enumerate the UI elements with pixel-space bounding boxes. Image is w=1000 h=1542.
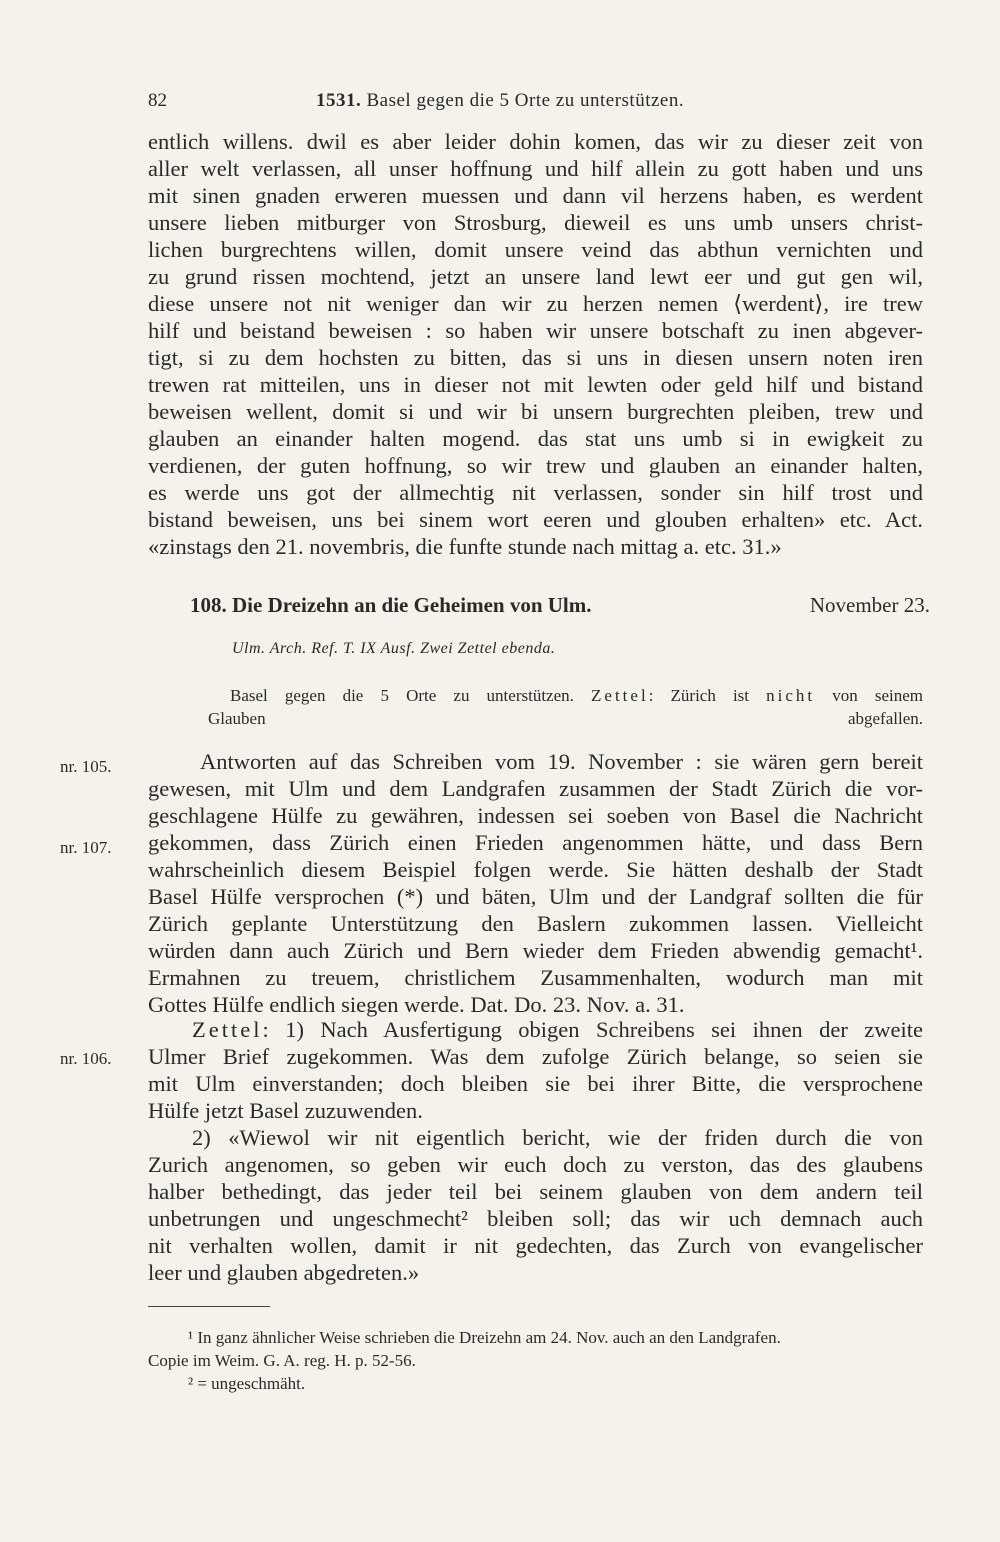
text-line: halber bethedingt, das jeder teil bei seinem glauben von dem andern teil xyxy=(148,1179,923,1204)
footnote-1: ¹ In ganz ähnlicher Weise schrieben die Dreizehn am 24. Nov. auch an den Landgrafen. xyxy=(188,1328,781,1347)
text-line: aller welt verlassen, all unser hoffnung und hilf allein zu gott haben und uns xyxy=(148,156,923,181)
zettel-paragraph xyxy=(148,1016,923,1124)
text-line: würden dann auch Zürich und Bern wieder dem Frieden abwendig gemacht¹. xyxy=(148,938,923,963)
zettel-label: Zettel xyxy=(591,686,649,705)
header-title: Basel gegen die 5 Orte zu unterstützen. xyxy=(366,90,685,111)
text-line: glauben an einander halten mogend. das stat uns umb si in ewigkeit zu xyxy=(148,426,923,451)
running-title xyxy=(316,90,684,112)
page-number: 82 xyxy=(148,90,167,111)
text-line: gekommen, dass Zürich einen Frieden angenommen hätte, und dass Bern xyxy=(148,830,923,855)
regest-emphasis: nicht xyxy=(766,686,816,705)
document-title: 108. Die Dreizehn an die Geheimen von Ulm. xyxy=(190,593,592,617)
text-line: Ermahnen zu treuem, christlichem Zusammenhalten, wodurch man mit xyxy=(148,965,923,990)
text-line: Ulmer Brief zugekommen. Was dem zufolge Zürich belange, so seien sie xyxy=(148,1044,923,1069)
text-line: nit verhalten wollen, damit ir nit gedechten, das Zurch von evangelischer xyxy=(148,1233,923,1258)
margin-reference: nr. 106. xyxy=(60,1049,112,1068)
footnote-1-continued: Copie im Weim. G. A. reg. H. p. 52-56. xyxy=(148,1351,416,1370)
text-line: mit Ulm einverstanden; doch bleiben sie bei ihrer Bitte, die versprochene xyxy=(148,1071,923,1096)
footnote-2: ² = ungeschmäht. xyxy=(188,1374,306,1393)
text-line: Zürich geplante Unterstützung den Baslern zukommen lassen. Vielleicht xyxy=(148,911,923,936)
regest-summary xyxy=(148,684,923,730)
text-line: trewen rat mitteilen, uns in dieser not mit lewten oder geld hilf und bistand xyxy=(148,372,923,397)
text-line: entlich willens. dwil es aber leider dohin komen, das wir zu dieser zeit von xyxy=(148,129,923,154)
text-line: unbetrungen und ungeschmecht² bleiben soll; das wir uch demnach auch xyxy=(148,1206,923,1231)
text-line: zu grund rissen mochtend, jetzt an unsere land lewt eer und gut gen wil, xyxy=(148,264,923,289)
footnotes xyxy=(148,1326,923,1395)
text-line: leer und glauben abgedreten.» xyxy=(148,1260,420,1285)
text-line: gewesen, mit Ulm und dem Landgrafen zusammen der Stadt Zürich die vor- xyxy=(148,776,923,801)
margin-reference: nr. 105. xyxy=(60,757,112,776)
text-line: Gottes Hülfe endlich siegen werde. Dat. Do. 23. Nov. a. 31. xyxy=(148,992,685,1017)
zettel-text: : 1) Nach Ausfertigung obigen Schreibens sei ihnen der zweite xyxy=(262,1017,923,1042)
text-line xyxy=(148,1016,923,1043)
text-line: tigt, si zu dem hochsten zu bitten, das si uns in diesen unsern noten iren xyxy=(148,345,923,370)
text-line: lichen burgrechtens willen, domit unsere veind das abthun vernichten und xyxy=(148,237,923,262)
text-line: Hülfe jetzt Basel zuzuwenden. xyxy=(148,1098,423,1123)
header-year: 1531. xyxy=(316,90,362,111)
text-line: diese unsere not nit weniger dan wir zu herzen nemen ⟨werdent⟩, ire trew xyxy=(148,291,923,316)
regest-line: Glauben abgefallen. xyxy=(208,709,923,728)
archival-source: Ulm. Arch. Ref. T. IX Ausf. Zwei Zettel ebenda. xyxy=(232,640,556,657)
regest-line xyxy=(148,684,923,707)
document-date: November 23. xyxy=(809,593,930,617)
text-line: «zinstags den 21. novembris, die funfte stunde nach mittag a. etc. 31.» xyxy=(148,534,782,559)
text-line: unsere lieben mitburger von Strosburg, dieweil es uns umb unsers christ- xyxy=(148,210,923,235)
regest-text: von seinem xyxy=(832,686,924,705)
text-line: hilf und beistand beweisen : so haben wir unsere botschaft zu inen abgever- xyxy=(148,318,923,343)
text-line: wahrscheinlich diesem Beispiel folgen werde. Sie hätten deshalb der Stadt xyxy=(148,857,923,882)
text-line: beweisen wellent, domit si und wir bi unsern burgrechten pleiben, trew und xyxy=(148,399,923,424)
text-line: geschlagene Hülfe zu gewähren, indessen sei soeben von Basel die Nachricht xyxy=(148,803,923,828)
quote-paragraph xyxy=(148,1124,923,1286)
text-line: 2) «Wiewol wir nit eigentlich bericht, wie der friden durch die von xyxy=(192,1125,923,1150)
main-paragraph xyxy=(148,748,923,1018)
margin-reference: nr. 107. xyxy=(60,838,112,857)
text-line: Basel Hülfe versprochen (*) und bäten, Ulm und der Landgraf sollten die für xyxy=(148,884,923,909)
text-line: verdienen, der guten hoffnung, so wir trew und glauben an einander halten, xyxy=(148,453,923,478)
text-line: bistand beweisen, uns bei sinem wort eeren und glouben erhalten» etc. Act. xyxy=(148,507,923,532)
regest-text: Basel gegen die 5 Orte zu unterstützen. xyxy=(230,686,574,705)
intro-paragraph xyxy=(148,128,923,560)
text-line: Zurich angenomen, so geben wir euch doch zu verston, das des glaubens xyxy=(148,1152,923,1177)
text-line: es werde uns got der allmechtig nit verlassen, sonder sin hilf trost und xyxy=(148,480,923,505)
text-line: Antworten auf das Schreiben vom 19. November : sie wären gern bereit xyxy=(200,749,923,774)
footnote-divider xyxy=(148,1306,270,1307)
regest-text: : Zürich ist xyxy=(648,686,750,705)
document-heading xyxy=(190,593,930,618)
zettel-label: Zettel xyxy=(192,1017,263,1042)
text-line: mit sinen gnaden erweren muessen und dann vil herzens haben, es werdent xyxy=(148,183,923,208)
